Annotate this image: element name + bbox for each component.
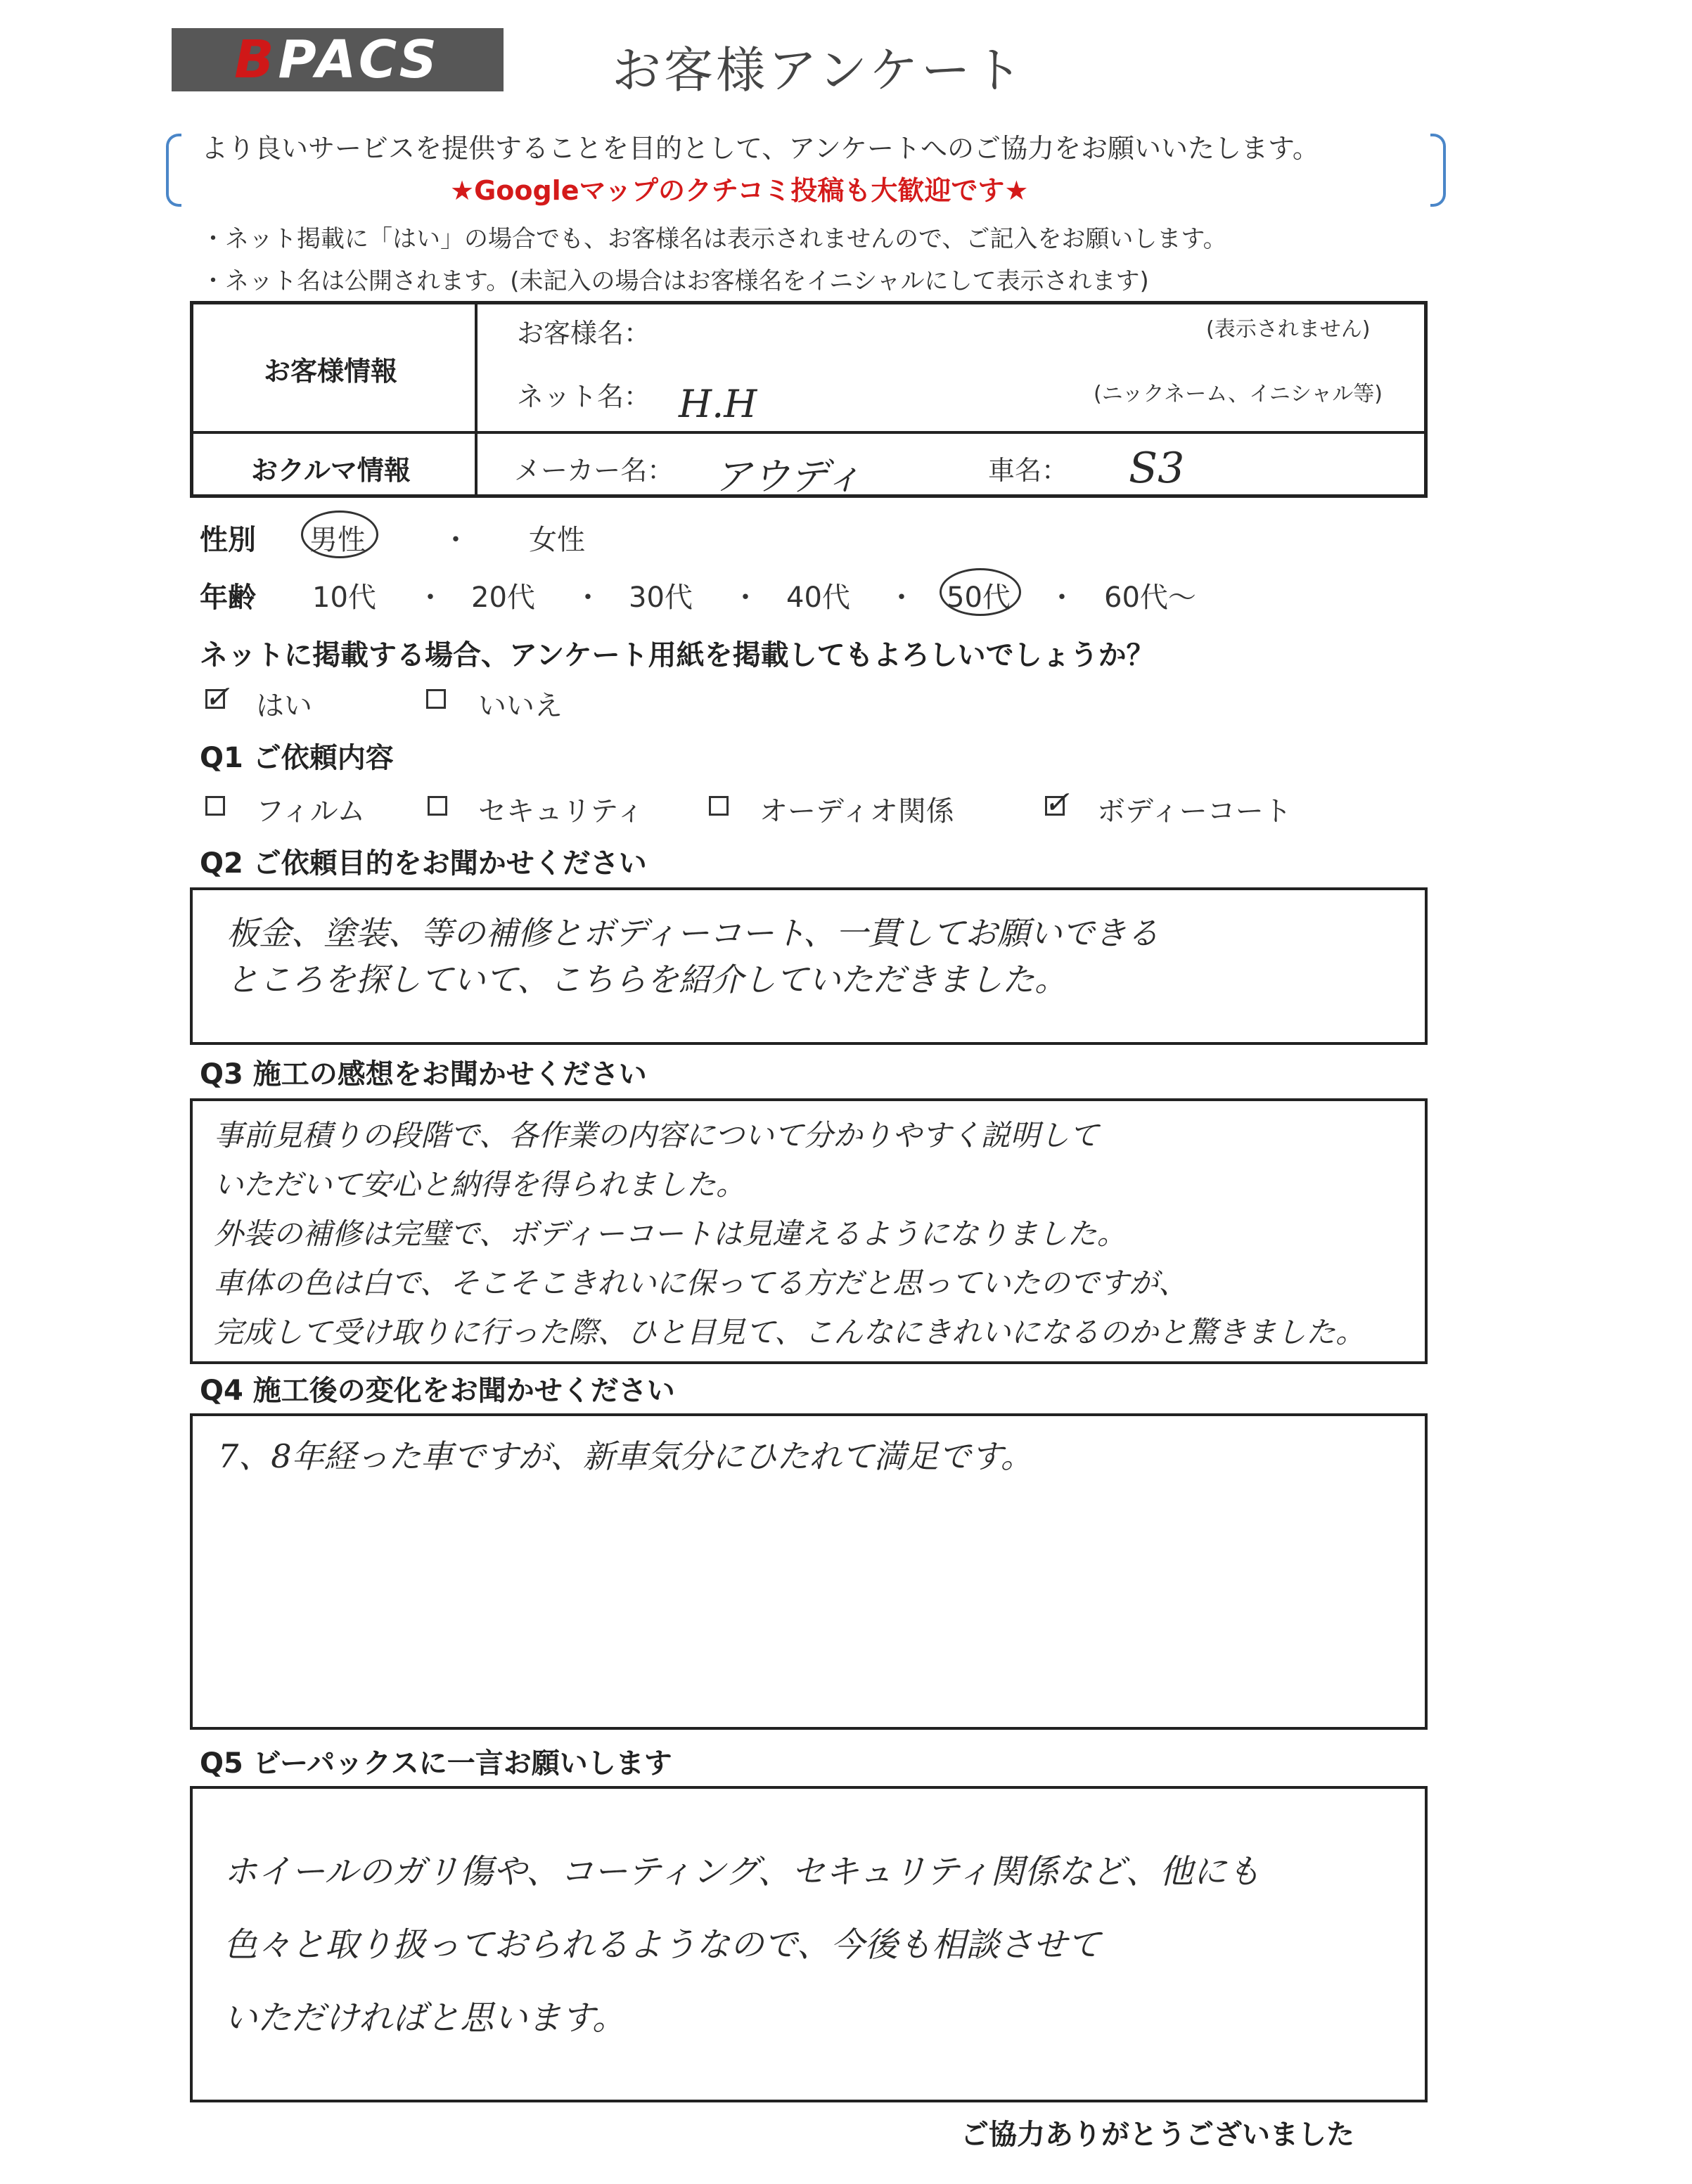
q5-label: Q5 ビーパックスに一言お願いします [200, 1747, 672, 1780]
q1-film-checkbox[interactable] [205, 796, 225, 816]
age-option-40s[interactable]: 40代 [786, 582, 850, 614]
check-mark-icon: ✓ [204, 679, 230, 715]
note-1: ・ネット掲載に「はい」の場合でも、お客様名は表示されませんので、ご記入をお願いします。 [201, 225, 1227, 253]
q4-label: Q4 施工後の変化をお聞かせください [200, 1375, 675, 1407]
q2-label: Q2 ご依頼目的をお聞かせください [200, 847, 647, 880]
age-option-20s[interactable]: 20代 [471, 582, 535, 614]
maker-value[interactable]: アウディ [714, 454, 863, 499]
q4-answer: 7、8年経った車ですが、新車気分にひたれて満足です。 [218, 1437, 1033, 1475]
logo-letters-pacs: PACS [278, 30, 441, 90]
car-info-label: おクルマ情報 [251, 455, 411, 486]
thanks-text: ご協力ありがとうございました [961, 2119, 1354, 2151]
q2-answer-box[interactable] [190, 887, 1428, 1045]
customer-name-label: お客様名： [517, 318, 651, 349]
note-2: ・ネット名は公開されます。(未記入の場合はお客様名をイニシャルにして表示されます) [201, 267, 1149, 295]
google-review-text: ★Googleマップのクチコミ投稿も大歓迎です★ [450, 175, 1029, 206]
left-bracket [166, 134, 181, 207]
age-label: 年齢 [200, 582, 256, 614]
logo-letter-b: B [234, 30, 278, 90]
gender-label: 性別 [200, 524, 256, 556]
net-name-value[interactable]: H.H [679, 382, 757, 426]
publish-yes-label: はい [256, 690, 312, 722]
age-option-60s-plus[interactable]: 60代～ [1104, 582, 1196, 614]
age-separator: ・ [574, 582, 602, 614]
q2-answer: 板金、塗装、等の補修とボディーコート、一貫してお願いできる ところを探していて、こちらを紹介していただきました。 [226, 914, 1160, 998]
q3-answer: 事前見積りの段階で、各作業の内容について分かりやすく説明して いただいて安心と納得を得られました。 外装の補修は完璧で、ボディーコートは見違えるようになりました。 車体の色は白で、そこそこきれいに保ってる方だと思っていたのですが、 完成して受け取りに行った際、ひと目見て、こんなにきれいになるのかと驚きました。 [214, 1118, 1366, 1349]
age-separator: ・ [416, 582, 444, 614]
gender-option-male[interactable]: 男性 [309, 524, 366, 556]
customer-info-table [190, 301, 1428, 498]
q3-label: Q3 施工の感想をお聞かせください [200, 1058, 647, 1091]
q5-answer-box[interactable] [190, 1786, 1428, 2102]
intro-text: より良いサービスを提供することを目的として、アンケートへのご協力をお願いいたします。 [201, 133, 1319, 164]
age-option-30s[interactable]: 30代 [629, 582, 693, 614]
table-divider-vertical [475, 304, 478, 494]
q1-bodycoat-label: ボディーコート [1097, 795, 1292, 828]
age-separator: ・ [887, 582, 916, 614]
check-mark-icon: ✓ [1044, 785, 1070, 821]
q1-security-checkbox[interactable] [428, 796, 447, 816]
q1-label: Q1 ご依頼内容 [200, 742, 394, 774]
publish-question: ネットに掲載する場合、アンケート用紙を掲載してもよろしいでしょうか？ [200, 639, 1155, 672]
right-bracket [1430, 134, 1446, 207]
q1-security-label: セキュリティ [478, 795, 644, 828]
publish-no-label: いいえ [478, 690, 563, 722]
customer-info-label: お客様情報 [264, 356, 398, 387]
model-label: 車名： [988, 455, 1069, 486]
q3-answer-box[interactable] [190, 1098, 1428, 1364]
q1-audio-label: オーディオ関係 [760, 795, 954, 828]
age-option-50s[interactable]: 50代 [947, 582, 1011, 614]
age-option-10s[interactable]: 10代 [312, 582, 376, 614]
maker-label: メーカー名： [514, 455, 674, 486]
table-divider-horizontal [193, 431, 1424, 434]
q1-audio-checkbox[interactable] [709, 796, 729, 816]
page-title: お客様アンケート [612, 41, 1025, 99]
q1-film-label: フィルム [256, 795, 366, 828]
bpacs-logo [172, 28, 504, 91]
gender-option-female[interactable]: 女性 [529, 524, 585, 556]
net-name-note: (ニックネーム、イニシャル等) [1094, 382, 1383, 406]
age-separator: ・ [731, 582, 760, 614]
customer-name-note: (表示されません) [1206, 317, 1371, 342]
model-value[interactable]: S3 [1129, 444, 1185, 493]
q5-answer: ホイールのガリ傷や、コーティング、セキュリティ関係など、他にも 色々と取り扱っておられるようなので、今後も相談させて いただければと思います。 [224, 1852, 1261, 2038]
publish-no-checkbox[interactable] [426, 689, 446, 709]
gender-separator: ・ [442, 524, 470, 556]
q4-answer-box[interactable] [190, 1413, 1428, 1730]
age-separator: ・ [1048, 582, 1076, 614]
net-name-label: ネット名： [517, 381, 651, 412]
